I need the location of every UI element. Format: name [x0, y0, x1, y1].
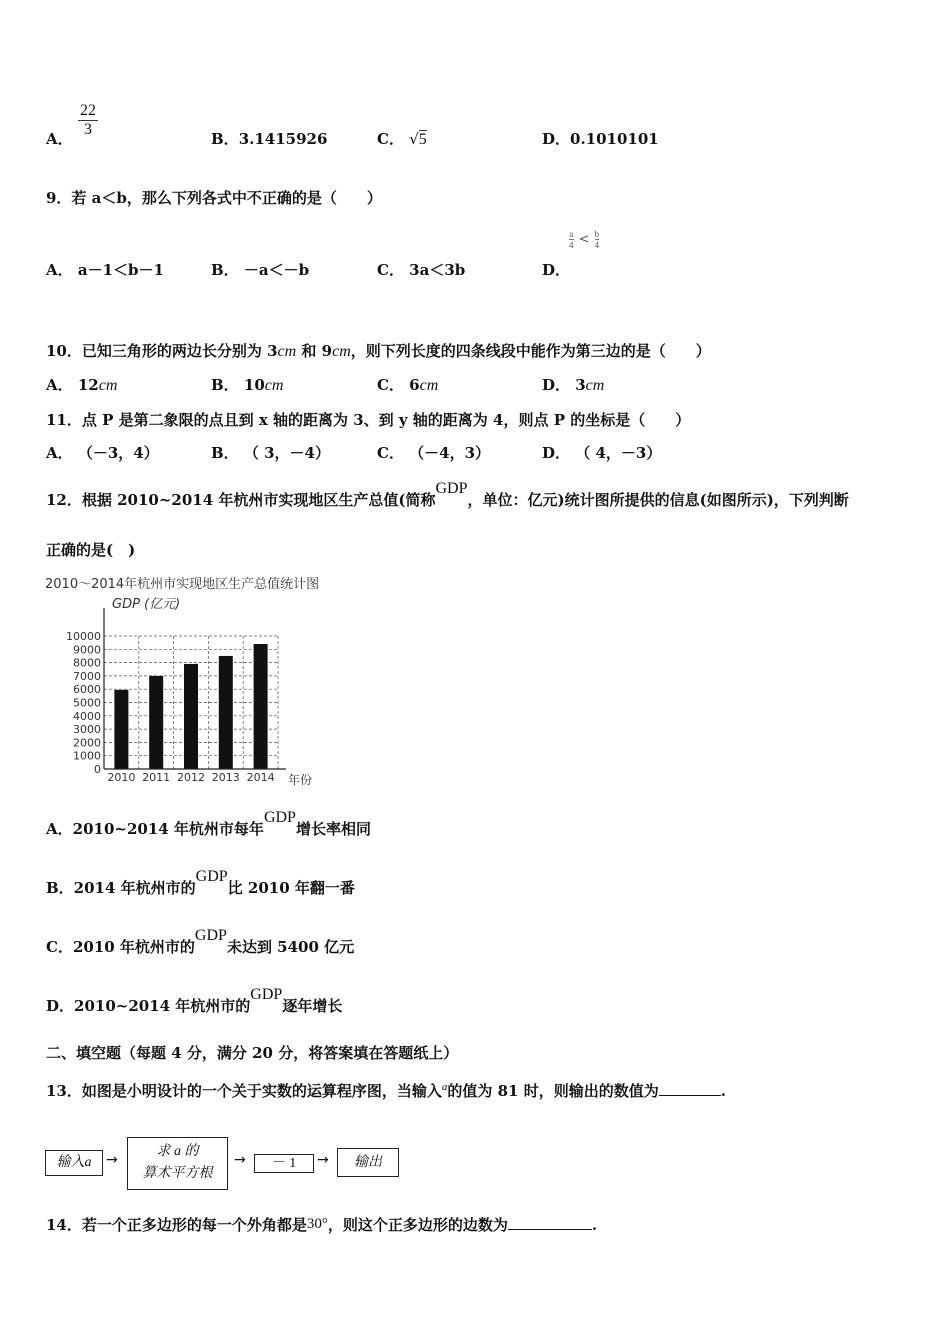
chart-y-tick-label: 0 — [94, 763, 101, 776]
q11-option-d: D． （ 4，－3） — [542, 444, 662, 462]
q12-stem-line2: 正确的是( ) — [46, 541, 136, 559]
flow-minus-one-box: － 1 — [254, 1154, 314, 1173]
q12-option-c: C．2010 年杭州市的GDP未达到 5400 亿元 — [46, 927, 355, 956]
arrow-right-icon: → — [106, 1152, 118, 1168]
q9-option-a: A． a－1＜b－1 — [46, 261, 164, 279]
q12-stem-line1: 12．根据 2010~2014 年杭州市实现地区生产总值(简称GDP，单位：亿元)统计图所提供的信息(如图所示)，下列判断 — [46, 480, 849, 509]
q8-option-b: B．3.1415926 — [211, 130, 328, 148]
q8-option-a-label: A． — [46, 130, 73, 148]
q12-option-a: A．2010~2014 年杭州市每年GDP增长率相同 — [46, 809, 371, 838]
flow-sqrt-box: 求 a 的 算术平方根 — [127, 1137, 228, 1190]
chart-y-tick-label: 7000 — [73, 669, 101, 683]
q11-option-a: A． （－3，4） — [46, 444, 159, 462]
q9-option-c: C． 3a＜3b — [377, 261, 466, 279]
chart-y-label: GDP (亿元) — [112, 597, 181, 612]
chart-y-tick-label: 4000 — [73, 709, 101, 723]
q12-option-b: B．2014 年杭州市的GDP比 2010 年翻一番 — [46, 868, 355, 897]
q8-option-c: C． √5 — [377, 130, 427, 148]
chart-y-tick-label: 9000 — [73, 643, 101, 657]
q10-option-d: D． 3cm — [542, 376, 605, 394]
chart-y-tick-label: 10000 — [66, 630, 101, 643]
chart-bar-2013 — [219, 656, 233, 769]
q11-stem: 11．点 P 是第二象限的点且到 x 轴的距离为 3、到 y 轴的距离为 4，则点 P 的坐标是（ ） — [46, 411, 691, 429]
chart-y-tick-label: 5000 — [73, 696, 101, 710]
chart-y-tick-label: 6000 — [73, 683, 101, 697]
q11-option-c: C． （－4，3） — [377, 444, 491, 462]
chart-x-tick-label: 2013 — [211, 771, 240, 784]
q8-a-numerator: 22 — [80, 102, 96, 119]
q14-answer-blank[interactable] — [508, 1229, 592, 1230]
q13-stem: 13．如图是小明设计的一个关于实数的运算程序图，当输入$^a$的值为 81 时，则输出的数值为 . — [46, 1081, 726, 1100]
q10-option-a: A． 12cm — [46, 376, 118, 394]
chart-bar-2012 — [184, 664, 198, 769]
q9-option-d-label: D． — [542, 261, 571, 279]
q10-option-b: B． 10cm — [211, 376, 284, 394]
q11-option-b: B． （ 3，－4） — [211, 444, 330, 462]
chart-y-tick-label: 1000 — [73, 749, 101, 763]
q13-answer-blank[interactable] — [659, 1095, 721, 1096]
chart-x-tick-label: 2012 — [177, 771, 205, 784]
q9-option-b: B． －a＜－b — [211, 261, 310, 279]
q9-stem: 9．若 a＜b，那么下列各式中不正确的是（ ） — [46, 189, 382, 207]
chart-y-tick-label: 3000 — [73, 723, 101, 737]
q8-a-denominator: 3 — [84, 121, 92, 138]
chart-x-tick-label: 2010 — [107, 771, 136, 784]
chart-bar-2014 — [254, 644, 268, 769]
flow-input-box: 输入a — [45, 1150, 103, 1176]
q8-option-d: D．0.1010101 — [542, 130, 659, 148]
sqrt-icon: √ — [409, 130, 419, 148]
flow-output-box: 输出 — [337, 1148, 399, 1177]
q10-option-c: C． 6cm — [377, 376, 439, 394]
chart-x-tick-label: 2011 — [142, 771, 171, 784]
q10-stem: 10．已知三角形的两边长分别为 3cm 和 9cm，则下列长度的四条线段中能作为第三边的是（ ） — [46, 342, 711, 360]
q9-option-d-inequality: $\frac{a}{4}$ < $\frac{b}{4}$ — [569, 229, 600, 250]
chart-title: 2010～2014年杭州市实现地区生产总值统计图 — [45, 577, 320, 592]
chart-x-tick-label: 2014 — [246, 771, 275, 784]
chart-y-tick-label: 8000 — [73, 656, 101, 670]
arrow-right-icon: → — [317, 1152, 329, 1168]
q14-stem: 14．若一个正多边形的每一个外角都是30°，则这个正多边形的边数为 . — [46, 1216, 598, 1234]
chart-bar-2010 — [114, 690, 128, 769]
section2-title: 二、填空题（每题 4 分，满分 20 分，将答案填在答题纸上） — [46, 1044, 459, 1062]
q8-option-a-fraction — [78, 102, 98, 139]
chart-y-tick-label: 2000 — [73, 736, 101, 750]
chart-x-label: 年份 — [288, 773, 313, 787]
q12-option-d: D．2010~2014 年杭州市的GDP逐年增长 — [46, 986, 343, 1015]
chart-bar-2011 — [149, 676, 163, 769]
gdp-bar-chart — [40, 570, 340, 792]
arrow-right-icon: → — [234, 1152, 246, 1168]
